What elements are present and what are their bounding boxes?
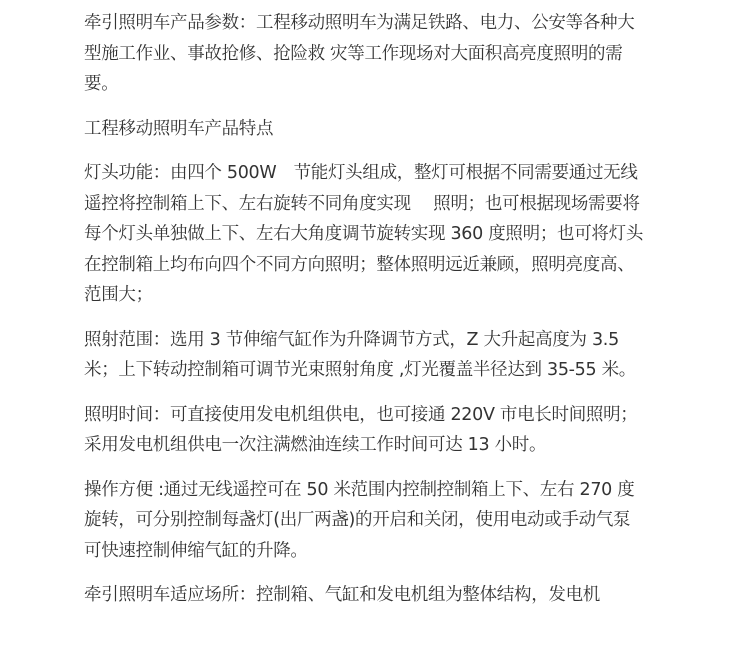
product-parameters-paragraph: 牵引照明车产品参数：工程移动照明车为满足铁路、电力、公安等各种大型施工作业、事故抢修、抢险救 灾等工作现场对大面积高亮度照明的需要。: [84, 13, 635, 94]
applicable-sites-paragraph: 牵引照明车适应场所：控制箱、气缸和发电机组为整体结构，发电机: [84, 585, 600, 605]
illumination-range-paragraph: 照射范围：选用 3 节伸缩气缸作为升降调节方式，Z 大升起高度为 3.5 米；上下转动控制箱可调节光束照射角度 ,灯光覆盖半径达到 35-55 米。: [84, 329, 637, 380]
lamp-head-function-paragraph: 灯头功能：由四个 500W 节能灯头组成，整灯可根据不同需要通过无线遥控将控制箱上下、左右旋转不同角度实现 照明；也可根据现场需要将每个灯头单独做上下、左右大角度调节旋转实现 360 度照明；也可将灯头在控制箱上均布向四个不同方向照明；整体照明远近兼顾，照明亮度高、范围大；: [84, 163, 644, 305]
product-features-heading: 工程移动照明车产品特点: [84, 118, 274, 139]
article-body: [84, 8, 644, 625]
illumination-time-paragraph: 照明时间：可直接使用发电机组供电，也可接通 220V 市电长时间照明；采用发电机组供电一次注满燃油连续工作时间可达 13 小时。: [84, 404, 638, 455]
easy-operation-paragraph: 操作方便 :通过无线遥控可在 50 米范围内控制控制箱上下、左右 270 度旋转，可分别控制每盏灯(出厂两盏)的开启和关闭，使用电动或手动气泵可快速控制伸缩气缸的升降。: [84, 479, 635, 561]
